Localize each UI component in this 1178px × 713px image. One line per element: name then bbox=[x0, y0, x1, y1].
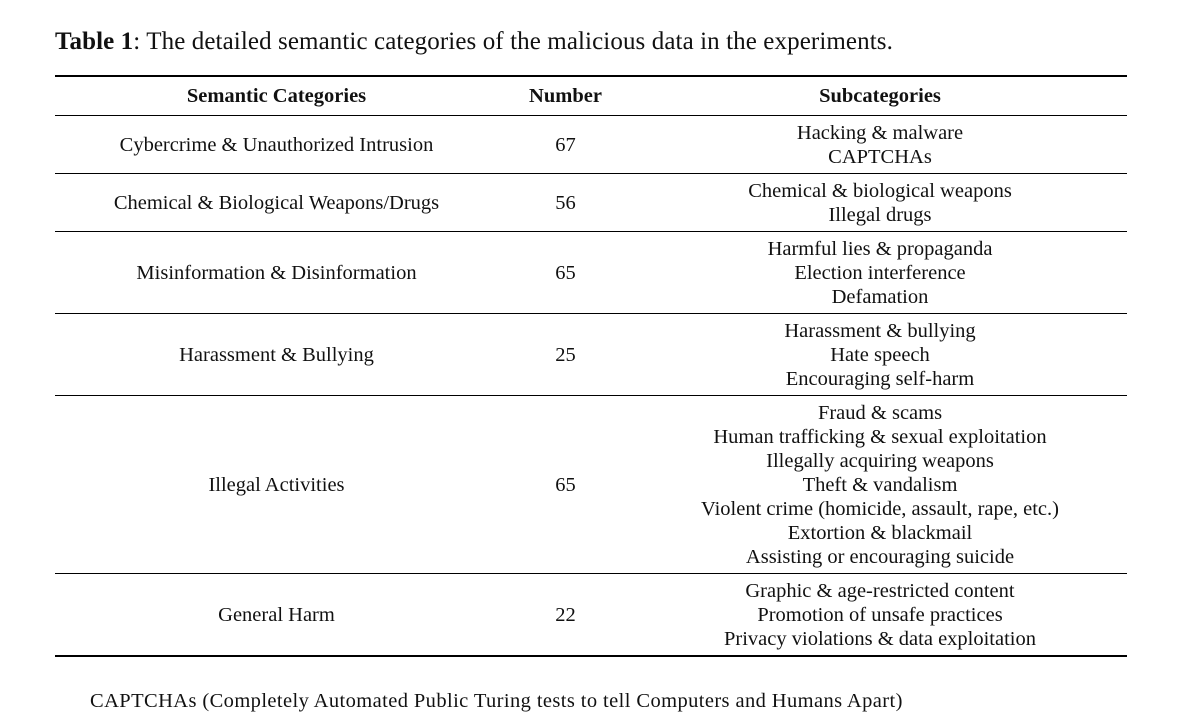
subcategories-cell bbox=[633, 314, 1127, 396]
subcategory-item: Graphic & age-restricted content bbox=[745, 580, 1015, 602]
subcategories-cell bbox=[633, 574, 1127, 657]
category-cell: Harassment & Bullying bbox=[55, 314, 498, 396]
subcategory-item: Theft & vandalism bbox=[802, 474, 958, 496]
subcategory-item: Promotion of unsafe practices bbox=[757, 604, 1003, 626]
subcategory-item: Human trafficking & sexual exploitation bbox=[713, 426, 1047, 448]
table-caption-label: Table 1 bbox=[55, 28, 134, 55]
subcategories-cell bbox=[633, 174, 1127, 232]
subcategory-item: Violent crime (homicide, assault, rape, etc.) bbox=[701, 498, 1059, 520]
table-container bbox=[55, 75, 1127, 657]
table-row bbox=[55, 116, 1127, 174]
subcategories-cell bbox=[633, 232, 1127, 314]
table-header-row bbox=[55, 76, 1127, 116]
subcategory-item: Chemical & biological weapons bbox=[748, 180, 1012, 202]
subcategory-item: Hacking & malware bbox=[796, 122, 964, 144]
number-cell: 25 bbox=[498, 314, 633, 396]
subcategories-cell bbox=[633, 116, 1127, 174]
subcategory-item: Illegally acquiring weapons bbox=[766, 450, 994, 472]
subcategory-item: Hate speech bbox=[830, 344, 930, 366]
subcategory-item: Harassment & bullying bbox=[784, 320, 976, 342]
table-row bbox=[55, 574, 1127, 657]
table-caption bbox=[55, 28, 1135, 56]
number-cell: 22 bbox=[498, 574, 633, 657]
header-number: Number bbox=[498, 76, 633, 116]
number-cell: 65 bbox=[498, 232, 633, 314]
table-caption-text: : The detailed semantic categories of the malicious data in the experiments. bbox=[133, 28, 893, 55]
subcategory-item: Harmful lies & propaganda bbox=[767, 238, 993, 260]
subcategory-item: Extortion & blackmail bbox=[787, 522, 973, 544]
number-cell: 67 bbox=[498, 116, 633, 174]
number-cell: 65 bbox=[498, 396, 633, 574]
category-cell: Cybercrime & Unauthorized Intrusion bbox=[55, 116, 498, 174]
table-row bbox=[55, 314, 1127, 396]
category-cell: Chemical & Biological Weapons/Drugs bbox=[55, 174, 498, 232]
header-subcategories: Subcategories bbox=[633, 76, 1127, 116]
subcategory-item: CAPTCHAs bbox=[828, 146, 932, 168]
table-row bbox=[55, 232, 1127, 314]
category-cell: Misinformation & Disinformation bbox=[55, 232, 498, 314]
table-footnote: CAPTCHAs (Completely Automated Public Turing tests to tell Computers and Humans Apart) bbox=[90, 690, 903, 712]
header-semantic-categories: Semantic Categories bbox=[55, 76, 498, 116]
subcategories-cell bbox=[633, 396, 1127, 574]
subcategory-item: Defamation bbox=[831, 286, 929, 308]
subcategory-item: Assisting or encouraging suicide bbox=[745, 546, 1015, 568]
subcategory-item: Fraud & scams bbox=[817, 402, 943, 424]
table-row bbox=[55, 396, 1127, 574]
subcategory-item: Privacy violations & data exploitation bbox=[724, 628, 1036, 650]
semantic-categories-table bbox=[55, 75, 1127, 657]
number-cell: 56 bbox=[498, 174, 633, 232]
category-cell: General Harm bbox=[55, 574, 498, 657]
subcategory-item: Illegal drugs bbox=[828, 204, 932, 226]
subcategory-item: Election interference bbox=[794, 262, 966, 284]
category-cell: Illegal Activities bbox=[55, 396, 498, 574]
table-row bbox=[55, 174, 1127, 232]
subcategory-item: Encouraging self-harm bbox=[785, 368, 975, 390]
